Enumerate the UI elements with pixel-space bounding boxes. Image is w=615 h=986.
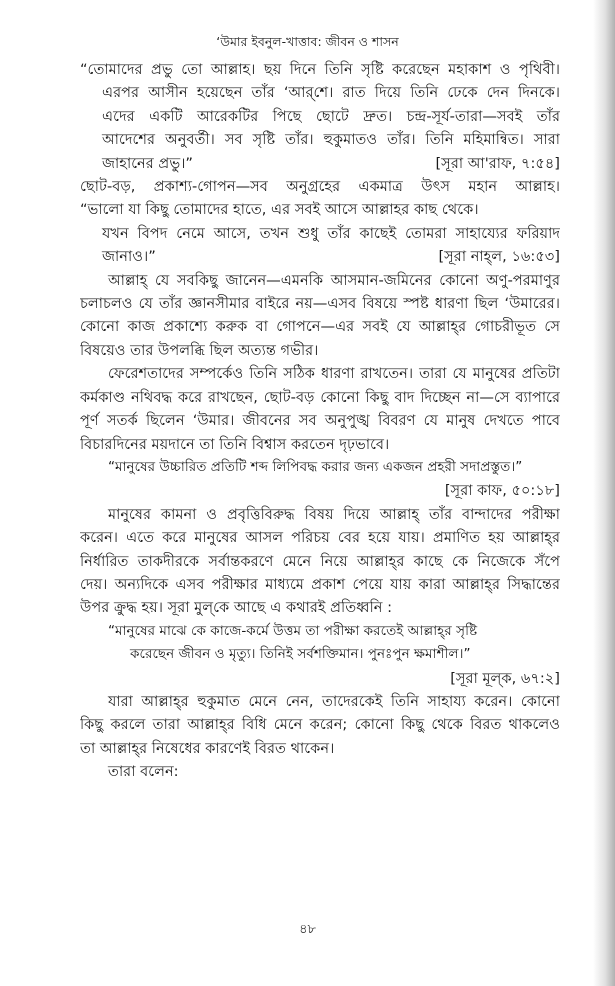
page-edge-shadow: [593, 0, 615, 986]
paragraph-line: উপর ক্রুদ্ধ হয়। সূরা মুল্‌কে আছে এ কথারই প্রতিধ্বনি :: [80, 599, 393, 617]
paragraph-line: দেয়। অন্যদিকে এসব পরীক্ষার মাধ্যমে প্রকাশ পেয়ে যায় কারা আল্লাহ্‌র সিদ্ধান্তের: [80, 575, 560, 593]
paragraph-line: পূর্ণ সতর্ক ছিলেন ‘উমার। জীবনের সব অনুপুঙ্খ বিবরণ যে মানুষ দেখতে পাবে: [80, 412, 560, 430]
paragraph-line: বিচারদিনের ময়দানে তা তিনি বিশ্বাস করতেন দৃঢ়ভাবে।: [80, 435, 390, 453]
quote-line: “ভালো যা কিছু তোমাদের হাতে, এর সবই আসে আল্লাহর কাছ থেকে।: [80, 201, 479, 219]
quote-line: জানাও।”: [102, 248, 156, 266]
body-text: [80, 58, 560, 784]
paragraph-line: কিছু করলে তারা আল্লাহ্‌র বিধি মেনে করেন; কোনো কিছু থেকে বিরত থাকলেও: [80, 716, 560, 734]
quote-line: করেছেন জীবন ও মৃত্যু। তিনিই সর্বশক্তিমান। পুনঃপুন ক্ষমাশীল।”: [130, 646, 471, 663]
paragraph-line: আল্লাহ্ যে সবকিছু জানেন—এমনকি আসমান-জমিনের কোনো অণু-পরমাণুর: [108, 271, 560, 289]
quote-block: [80, 620, 560, 690]
quote-line: যখন বিপদ নেমে আসে, তখন শুধু তাঁর কাছেই তোমরা সাহায্যের ফরিয়াদ: [102, 224, 560, 242]
paragraph-line: তা আল্লাহ্‌র নিষেধের কারণেই বিরত থাকেন।: [80, 739, 335, 757]
quote-line: জাহানের প্রভু।”: [102, 154, 193, 172]
page-number: ৪৮: [299, 922, 316, 937]
quote-line: “মানুষের উচ্চারিত প্রতিটি শব্দ লিপিবদ্ধ করার জন্য একজন প্রহরী সদাপ্রস্তুত।”: [108, 458, 523, 475]
paragraph: [80, 503, 560, 620]
quote-citation: [সূরা নাহ্‌ল, ১৬:৫৩]: [438, 248, 560, 266]
quote-block: [80, 198, 560, 268]
quote-line: আদেশের অনুবর্তী। সব সৃষ্টি তাঁর। হুকুমাতও তাঁর। তিনি মহিমান্বিত। সারা: [102, 131, 560, 149]
paragraph-line: কোনো কাজ প্রকাশ্যে করুক বা গোপনে—এর সবই যে আল্লাহ্‌র গোচরীভূত সে: [80, 318, 560, 336]
quote-citation: [সূরা কাফ, ৫০:১৮]: [444, 482, 560, 500]
quote-block: [80, 58, 560, 175]
running-head: ‘উমার ইবনুল-খাত্তাব: জীবন ও শাসন: [216, 34, 399, 49]
paragraph-line: তারা বলেন:: [108, 763, 179, 781]
quote-line: এরপর আসীন হয়েছেন তাঁর ‘আর্‌শে। রাত দিয়ে তিনি ঢেকে দেন দিনকে।: [102, 84, 560, 102]
paragraph-line: ফেরেশতাদের সম্পর্কেও তিনি সঠিক ধারণা রাখতেন। তারা যে মানুষের প্রতিটা: [108, 365, 560, 383]
quote-line: “মানুষের মাঝে কে কাজে-কর্মে উত্তম তা পরীক্ষা করতেই আল্লাহ্‌র সৃষ্টি: [108, 622, 478, 639]
paragraph: [80, 760, 560, 783]
paragraph-line: করেন। এতে করে মানুষের আসল পরিচয় বের হয়ে যায়। প্রমাণিত হয় আল্লাহ্‌র: [80, 529, 560, 547]
quote-line: “তোমাদের প্রভু তো আল্লাহ। ছয় দিনে তিনি সৃষ্টি করেছেন মহাকাশ ও পৃথিবী।: [80, 61, 560, 78]
paragraph-line: নির্ধারিত তাকদীরকে সর্বান্তকরণে মেনে নিয়ে আল্লাহ্‌র কাছে কে নিজেকে সঁপে: [80, 552, 560, 570]
paragraph: [80, 269, 560, 363]
paragraph: [80, 690, 560, 760]
quote-citation: [সূরা মূল্‌ক, ৬৭:২]: [450, 669, 560, 687]
quote-citation: [সূরা আ'রাফ, ৭:৫৪]: [435, 154, 560, 172]
paragraph-line: কর্মকাণ্ড নথিবদ্ধ করে রাখছেন, ছোট-বড় কোনো কিছু বাদ দিচ্ছেন না—সে ব্যাপারে: [80, 388, 560, 406]
text-line: ছোট-বড়, প্রকাশ্য-গোপন—সব অনুগ্রহের একমাত্র উৎস মহান আল্লাহ।: [80, 178, 560, 196]
quote-block: [80, 456, 560, 503]
quote-line: এদের একটি আরেকটির পিছে ছোটে দ্রুত। চন্দ্র-সূর্য-তারা—সবই তাঁর: [102, 107, 560, 125]
paragraph-line: যারা আল্লাহ্‌র হুকুমাত মেনে নেন, তাদেরকেই তিনি সাহায্য করেন। কোনো: [108, 692, 560, 710]
paragraph-line: মানুষের কামনা ও প্রবৃত্তিবিরুদ্ধ বিষয় দিয়ে আল্লাহ্ তাঁর বান্দাদের পরীক্ষা: [108, 505, 560, 523]
paragraph-line: চলাচলও যে তাঁর জ্ঞানসীমার বাইরে নয়—এসব বিষয়ে স্পষ্ট ধারণা ছিল ‘উমারের।: [80, 295, 560, 313]
paragraph: [80, 362, 560, 456]
paragraph-line: বিষয়েও তার উপলব্ধি ছিল অত্যন্ত গভীর।: [80, 341, 319, 359]
